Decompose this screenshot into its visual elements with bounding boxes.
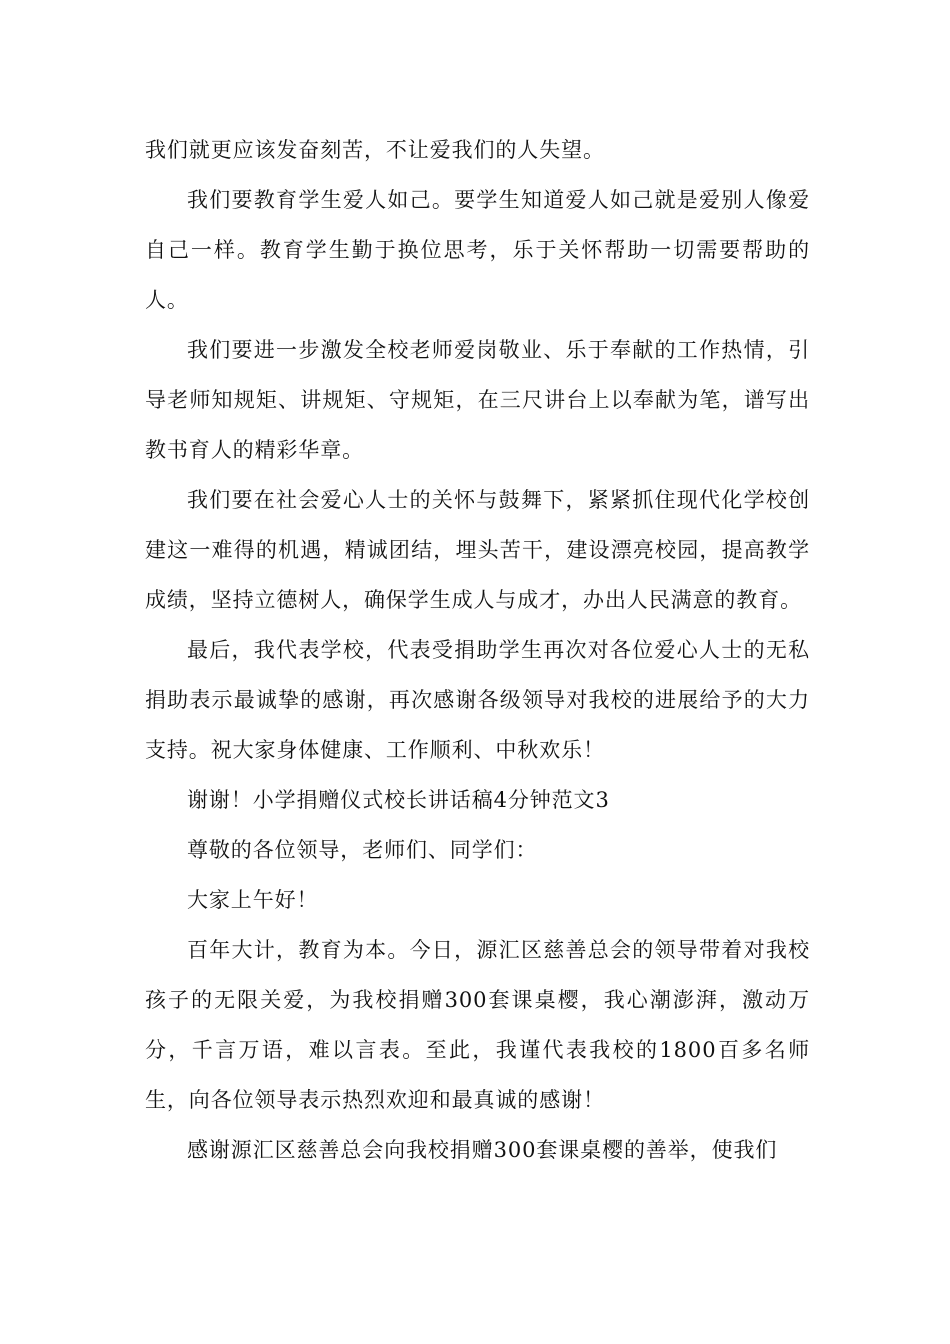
salutation: 尊敬的各位领导，老师们、同学们： — [187, 838, 538, 862]
paragraph-5: 最后，我代表学校，代表受捐助学生再次对各位爱心人士的无私捐助表示最诚挚的感谢，再次感谢各级领导对我校的进展给予的大力支持。祝大家身体健康、工作顺利、中秋欢乐！ — [145, 638, 810, 762]
paragraph-3: 我们要进一步激发全校老师爱岗敬业、乐于奉献的工作热情，引导老师知规矩、讲规矩、守规矩，在三尺讲台上以奉献为笔，谱写出教书育人的精彩华章。 — [145, 338, 810, 462]
paragraph-7: 感谢源汇区慈善总会向我校捐赠300套课桌樱的善举，使我们 — [187, 1138, 778, 1162]
section-heading: 谢谢！小学捐赠仪式校长讲话稿4分钟范文3 — [187, 788, 610, 812]
paragraph-4: 我们要在社会爱心人士的关怀与鼓舞下，紧紧抓住现代化学校创建这一难得的机遇，精诚团结，埋头苦干，建设漂亮校园，提高教学成绩，坚持立德树人，确保学生成人与成才，办出人民满意的教育。 — [145, 488, 810, 612]
paragraph-6: 百年大计，教育为本。今日，源汇区慈善总会的领导带着对我校孩子的无限关爱，为我校捐赠300套课桌樱，我心潮澎湃，激动万分，千言万语，难以言表。至此，我谨代表我校的1800百多名师生，向各位领导表示热烈欢迎和最真诚的感谢！ — [145, 938, 810, 1112]
greeting: 大家上午好！ — [187, 888, 319, 912]
paragraph-2: 我们要教育学生爱人如己。要学生知道爱人如己就是爱别人像爱自己一样。教育学生勤于换位思考，乐于关怀帮助一切需要帮助的人。 — [145, 188, 810, 312]
paragraph-1: 我们就更应该发奋刻苦，不让爱我们的人失望。 — [145, 138, 605, 162]
document-body — [145, 125, 810, 1175]
